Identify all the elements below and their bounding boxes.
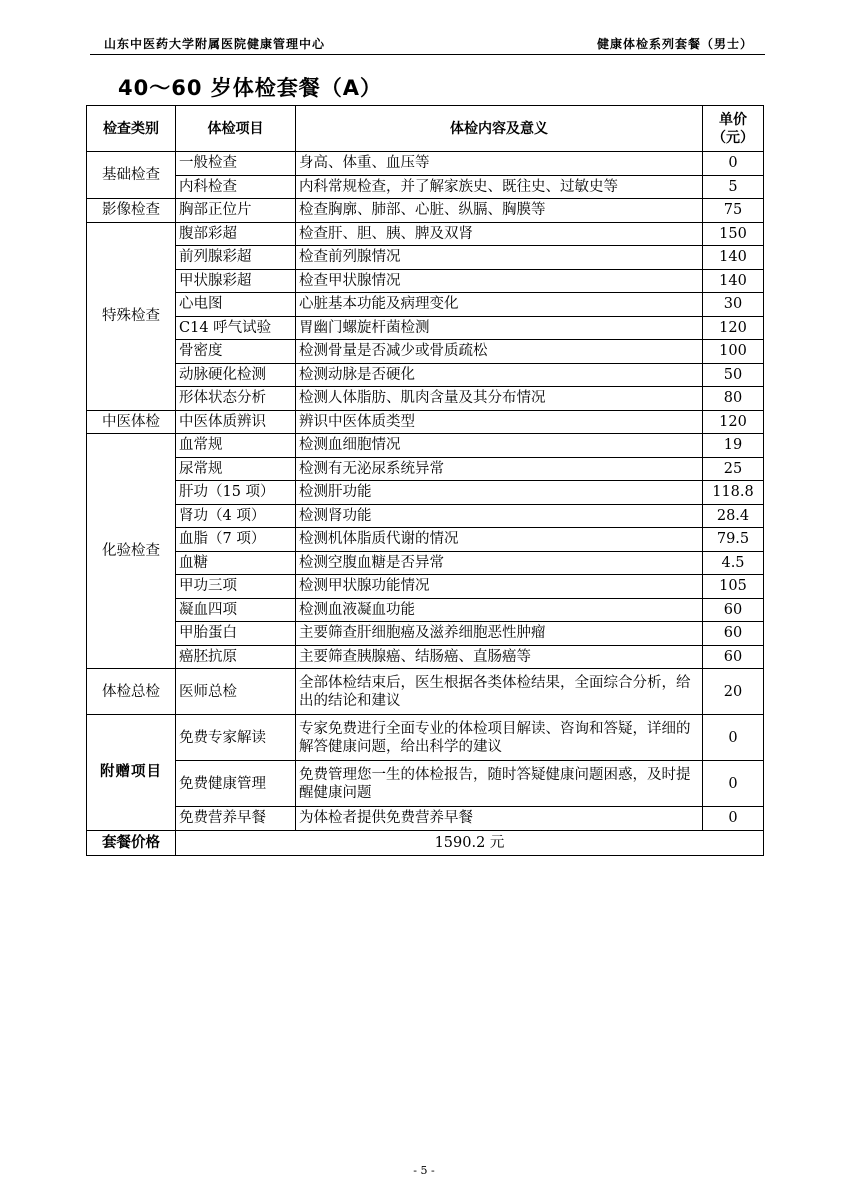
- category-cell-lab: 化验检查: [87, 434, 176, 669]
- item-cell: 甲功三项: [176, 575, 296, 599]
- item-cell: 骨密度: [176, 340, 296, 364]
- table-row: [87, 457, 764, 481]
- item-cell: 中医体质辨识: [176, 410, 296, 434]
- price-cell: 50: [703, 363, 764, 387]
- content-cell: 检测有无泌尿系统异常: [296, 457, 703, 481]
- table-row: [87, 199, 764, 223]
- page-number: - 5 -: [413, 1164, 435, 1177]
- table-row: [87, 387, 764, 411]
- price-cell: 118.8: [703, 481, 764, 505]
- table-row: [87, 316, 764, 340]
- item-cell: 癌胚抗原: [176, 645, 296, 669]
- total-value: 1590.2 元: [176, 830, 764, 855]
- category-cell-basic: 基础检查: [87, 152, 176, 199]
- table-row: [87, 622, 764, 646]
- price-cell: 60: [703, 645, 764, 669]
- item-cell: 凝血四项: [176, 598, 296, 622]
- col-header-price-line2: （元）: [712, 129, 754, 146]
- item-cell: 心电图: [176, 293, 296, 317]
- price-cell: 140: [703, 269, 764, 293]
- content-cell: 主要筛查肝细胞癌及滋养细胞恶性肿瘤: [296, 622, 703, 646]
- item-cell: 医师总检: [176, 669, 296, 715]
- category-cell-bonus: 附赠项目: [87, 715, 176, 831]
- price-cell: 79.5: [703, 528, 764, 552]
- table-row: [87, 528, 764, 552]
- item-cell: 免费专家解读: [176, 715, 296, 761]
- price-cell: 19: [703, 434, 764, 458]
- page-title: 40～60 岁体检套餐（A）: [118, 76, 383, 100]
- content-cell: 检测机体脂质代谢的情况: [296, 528, 703, 552]
- page-header: [90, 32, 765, 55]
- price-cell: 28.4: [703, 504, 764, 528]
- category-cell-tcm: 中医体检: [87, 410, 176, 434]
- price-cell: 25: [703, 457, 764, 481]
- table-row: [87, 645, 764, 669]
- item-cell: 前列腺彩超: [176, 246, 296, 270]
- price-cell: 120: [703, 316, 764, 340]
- col-header-category: 检查类别: [87, 106, 176, 152]
- table-row: [87, 575, 764, 599]
- price-cell: 100: [703, 340, 764, 364]
- price-cell: 0: [703, 152, 764, 176]
- table-row: [87, 715, 764, 761]
- table-row: [87, 481, 764, 505]
- price-cell: 60: [703, 622, 764, 646]
- content-cell: 检测骨量是否减少或骨质疏松: [296, 340, 703, 364]
- item-cell: 腹部彩超: [176, 222, 296, 246]
- content-cell: 检查甲状腺情况: [296, 269, 703, 293]
- table-row: [87, 175, 764, 199]
- table-row: [87, 807, 764, 831]
- table-header-row: [87, 106, 764, 152]
- price-cell: 150: [703, 222, 764, 246]
- table-row: [87, 293, 764, 317]
- price-cell: 4.5: [703, 551, 764, 575]
- price-cell: 0: [703, 715, 764, 761]
- table-row: [87, 340, 764, 364]
- header-institution: 山东中医药大学附属医院健康管理中心: [104, 37, 326, 51]
- item-cell: 形体状态分析: [176, 387, 296, 411]
- category-cell-summary: 体检总检: [87, 669, 176, 715]
- content-cell: 检查前列腺情况: [296, 246, 703, 270]
- content-cell: 检测人体脂肪、肌肉含量及其分布情况: [296, 387, 703, 411]
- table-row: [87, 551, 764, 575]
- content-cell: 内科常规检查，并了解家族史、既往史、过敏史等: [296, 175, 703, 199]
- item-cell: 免费营养早餐: [176, 807, 296, 831]
- content-cell: 辨识中医体质类型: [296, 410, 703, 434]
- item-cell: 血糖: [176, 551, 296, 575]
- item-cell: 血常规: [176, 434, 296, 458]
- item-cell: 肾功（4 项）: [176, 504, 296, 528]
- item-cell: 尿常规: [176, 457, 296, 481]
- content-cell: 检测空腹血糖是否异常: [296, 551, 703, 575]
- item-cell: 内科检查: [176, 175, 296, 199]
- total-row: [87, 830, 764, 855]
- table-row: [87, 246, 764, 270]
- table-row: [87, 761, 764, 807]
- content-cell: 全部体检结束后，医生根据各类体检结果，全面综合分析，给出的结论和建议: [296, 669, 703, 715]
- header-series: 健康体检系列套餐（男士）: [596, 37, 753, 51]
- content-cell: 检测肝功能: [296, 481, 703, 505]
- price-cell: 140: [703, 246, 764, 270]
- table-row: [87, 269, 764, 293]
- price-cell: 80: [703, 387, 764, 411]
- table-row: [87, 152, 764, 176]
- category-cell-special: 特殊检查: [87, 222, 176, 410]
- category-cell-imaging: 影像检查: [87, 199, 176, 223]
- content-cell: 检测肾功能: [296, 504, 703, 528]
- price-cell: 0: [703, 807, 764, 831]
- content-cell: 主要筛查胰腺癌、结肠癌、直肠癌等: [296, 645, 703, 669]
- col-header-price: [703, 106, 764, 152]
- content-cell: 检测动脉是否硬化: [296, 363, 703, 387]
- item-cell: C14 呼气试验: [176, 316, 296, 340]
- content-cell: 检测甲状腺功能情况: [296, 575, 703, 599]
- item-cell: 动脉硬化检测: [176, 363, 296, 387]
- total-label: 套餐价格: [87, 830, 176, 855]
- item-cell: 血脂（7 项）: [176, 528, 296, 552]
- item-cell: 胸部正位片: [176, 199, 296, 223]
- table-row: [87, 434, 764, 458]
- table-row: [87, 363, 764, 387]
- content-cell: 心脏基本功能及病理变化: [296, 293, 703, 317]
- content-cell: 检查胸廓、肺部、心脏、纵膈、胸膜等: [296, 199, 703, 223]
- price-cell: 120: [703, 410, 764, 434]
- item-cell: 甲胎蛋白: [176, 622, 296, 646]
- table-row: [87, 222, 764, 246]
- price-cell: 75: [703, 199, 764, 223]
- price-cell: 5: [703, 175, 764, 199]
- item-cell: 免费健康管理: [176, 761, 296, 807]
- item-cell: 肝功（15 项）: [176, 481, 296, 505]
- table-row: [87, 669, 764, 715]
- price-cell: 20: [703, 669, 764, 715]
- price-cell: 105: [703, 575, 764, 599]
- table-row: [87, 504, 764, 528]
- col-header-content: 体检内容及意义: [296, 106, 703, 152]
- col-header-item: 体检项目: [176, 106, 296, 152]
- content-cell: 检查肝、胆、胰、脾及双肾: [296, 222, 703, 246]
- package-table: [86, 105, 764, 856]
- price-cell: 0: [703, 761, 764, 807]
- col-header-price-line1: 单价: [719, 111, 747, 128]
- table-row: [87, 598, 764, 622]
- content-cell: 检测血细胞情况: [296, 434, 703, 458]
- item-cell: 一般检查: [176, 152, 296, 176]
- price-cell: 60: [703, 598, 764, 622]
- content-cell: 身高、体重、血压等: [296, 152, 703, 176]
- table-row: [87, 410, 764, 434]
- item-cell: 甲状腺彩超: [176, 269, 296, 293]
- content-cell: 检测血液凝血功能: [296, 598, 703, 622]
- price-cell: 30: [703, 293, 764, 317]
- content-cell: 胃幽门螺旋杆菌检测: [296, 316, 703, 340]
- content-cell: 为体检者提供免费营养早餐: [296, 807, 703, 831]
- content-cell: 专家免费进行全面专业的体检项目解读、咨询和答疑，详细的解答健康问题，给出科学的建议: [296, 715, 703, 761]
- content-cell: 免费管理您一生的体检报告，随时答疑健康问题困惑，及时提醒健康问题: [296, 761, 703, 807]
